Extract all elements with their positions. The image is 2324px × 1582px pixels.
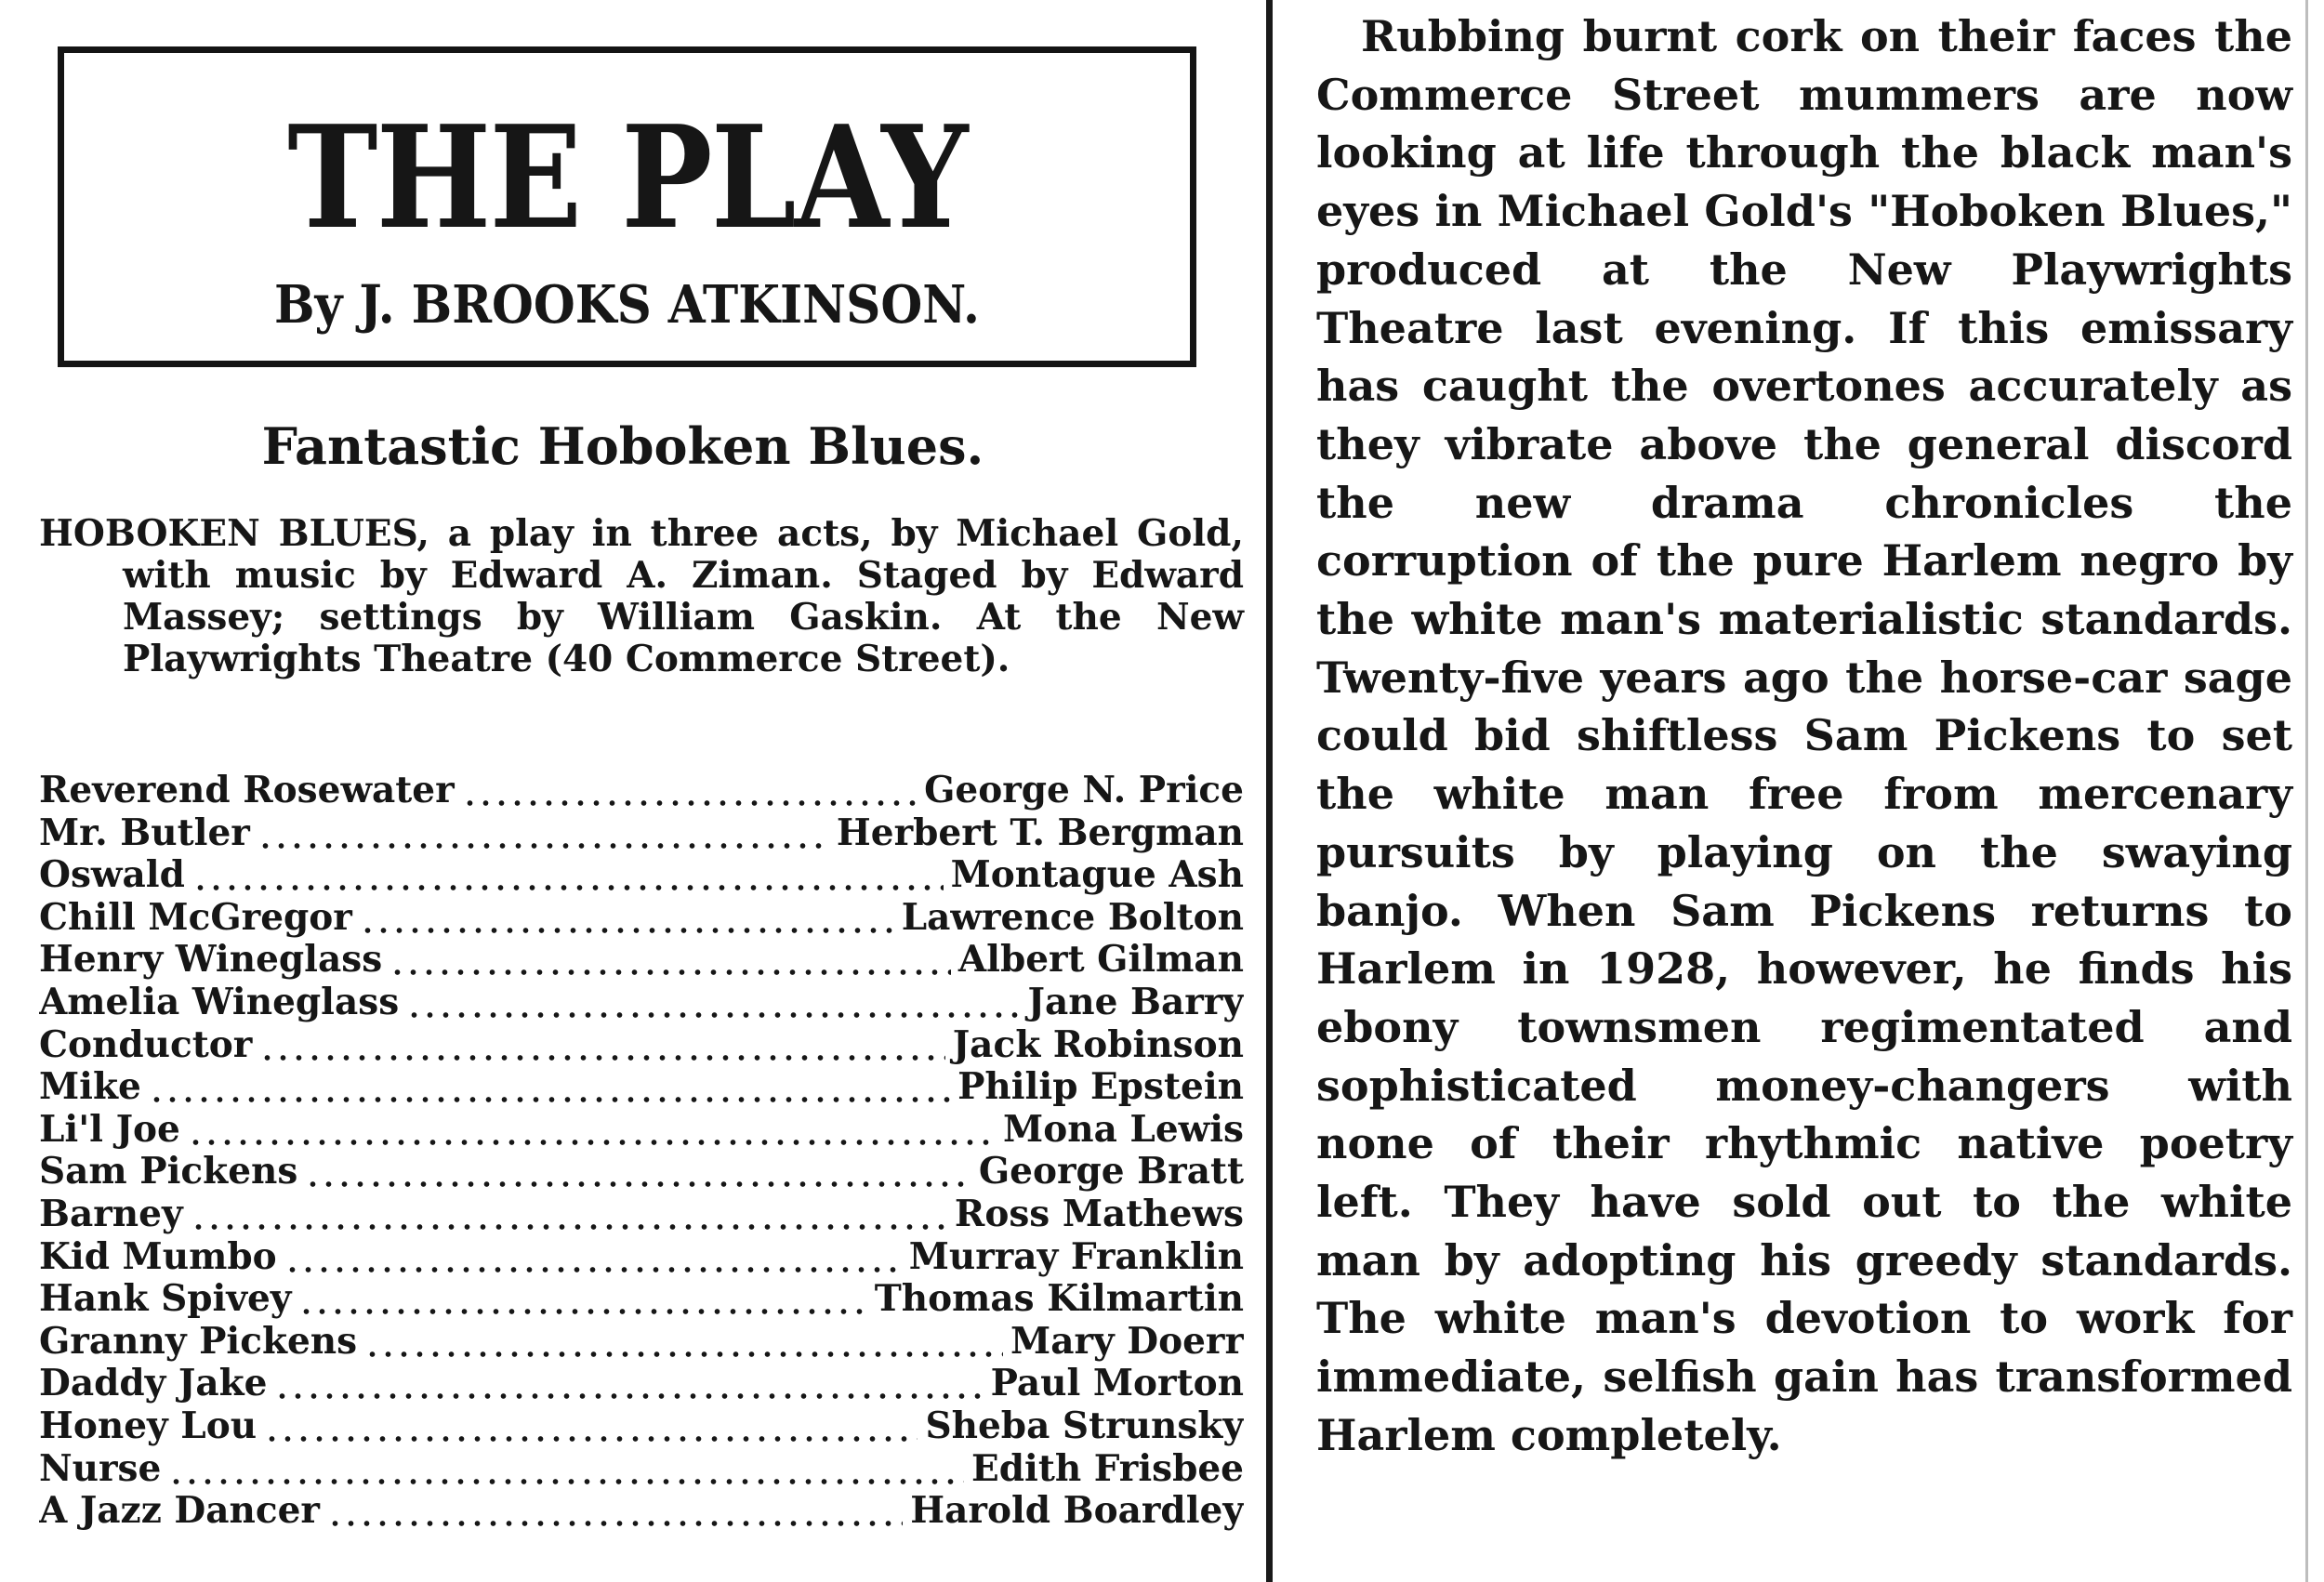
cast-row	[39, 982, 1244, 1024]
dot-leader	[257, 812, 829, 855]
dot-leader	[390, 939, 951, 982]
dot-leader	[284, 1236, 902, 1279]
review-headline: Fantastic Hoboken Blues.	[261, 416, 984, 476]
cast-row	[39, 1151, 1244, 1193]
cast-actor: Sheba Strunsky	[925, 1404, 1244, 1447]
cast-role: A Jazz Dancer	[39, 1490, 320, 1533]
dot-leader	[360, 897, 894, 940]
left-column	[37, 0, 1246, 1582]
cast-actor: Ross Mathews	[954, 1193, 1244, 1235]
cast-role: Oswald	[39, 854, 185, 897]
cast-row	[39, 1405, 1244, 1448]
dot-leader	[305, 1151, 971, 1193]
dot-leader	[364, 1321, 1003, 1364]
cast-actor: Murray Franklin	[908, 1235, 1244, 1278]
cast-role: Granny Pickens	[39, 1320, 358, 1363]
cast-actor: Mary Doerr	[1010, 1320, 1244, 1363]
cast-role: Mike	[39, 1066, 141, 1109]
cast-role: Sam Pickens	[39, 1151, 298, 1193]
dot-leader	[168, 1448, 964, 1491]
right-column	[1316, 0, 2292, 1582]
cast-row	[39, 1321, 1244, 1364]
cast-role: Kid Mumbo	[39, 1235, 277, 1278]
cast-actor: Thomas Kilmartin	[874, 1278, 1244, 1321]
cast-actor: George N. Price	[924, 770, 1244, 811]
cast-row	[39, 812, 1244, 855]
cast-row	[39, 1066, 1244, 1109]
cast-role: Reverend Rosewater	[39, 770, 455, 811]
cast-role: Chill McGregor	[39, 896, 352, 939]
cast-row	[39, 1490, 1244, 1533]
cast-row	[39, 770, 1244, 812]
review-body-paragraph	[1316, 7, 2292, 1465]
cast-actor: Edith Frisbee	[971, 1447, 1244, 1490]
column-rule	[1266, 0, 1273, 1582]
dot-leader	[149, 1066, 950, 1109]
cast-role: Honey Lou	[39, 1404, 257, 1447]
dot-leader	[327, 1490, 903, 1533]
cast-role: Barney	[39, 1193, 183, 1235]
page-edge-rule	[2305, 0, 2308, 1582]
cast-role: Mr. Butler	[39, 811, 250, 854]
review-body-text: Rubbing burnt cork on their faces the Commerce Street mummers are now looking at life through the black man's eyes in Michael Gold's "Hoboken Blues," produced at the New Playwrights Theatre last evening. If this emissary has caught the overtones accurately as they vibrate above the general discord the new drama chronicles the corruption of the pure Harlem negro by the white man's materialistic standards. Twenty-five years ago the horse-car sage could bid shiftless Sam Pickens to set the white man free from mercenary pursuits by playing on the swaying banjo. When Sam Pickens returns to Harlem in 1928, however, he finds his ebony townsmen regimentated and sophisticated money-changers with none of their rhythmic native poetry left. They have sold out to the white man by adopting his greedy standards. The white man's devotion to work for immediate, selfish gain has transformed Harlem completely.	[1316, 11, 2292, 1460]
cast-actor: Paul Morton	[990, 1363, 1244, 1405]
cast-actor: Herbert T. Bergman	[836, 811, 1244, 854]
cast-row	[39, 1236, 1244, 1279]
cast-row	[39, 1363, 1244, 1405]
cast-actor: Albert Gilman	[957, 939, 1244, 982]
column-masthead-box	[58, 46, 1196, 367]
cast-actor: Philip Epstein	[957, 1066, 1244, 1109]
production-credits: HOBOKEN BLUES, a play in three acts, by Michael Gold, with music by Edward A. Ziman. Staged by Edward Massey; settings by William Gaskin. At the New Playwrights Theatre (40 Commerce Street).	[39, 512, 1244, 680]
cast-actor: Mona Lewis	[1003, 1108, 1244, 1151]
dot-leader	[406, 982, 1020, 1024]
dot-leader	[192, 854, 944, 897]
cast-row	[39, 1109, 1244, 1152]
column-byline: By J. BROOKS ATKINSON.	[274, 274, 980, 336]
cast-actor: Jane Barry	[1027, 981, 1244, 1023]
cast-role: Nurse	[39, 1447, 162, 1490]
cast-row	[39, 897, 1244, 940]
cast-row	[39, 1448, 1244, 1491]
cast-row	[39, 939, 1244, 982]
dot-leader	[264, 1405, 918, 1448]
dot-leader	[188, 1109, 996, 1152]
cast-role: Henry Wineglass	[39, 939, 383, 982]
cast-role: Daddy Jake	[39, 1363, 268, 1405]
cast-role: Amelia Wineglass	[39, 981, 400, 1023]
cast-row	[39, 1278, 1244, 1321]
cast-row	[39, 1193, 1244, 1236]
dot-leader	[259, 1024, 944, 1067]
cast-row	[39, 854, 1244, 897]
cast-row	[39, 1024, 1244, 1067]
cast-actor: George Bratt	[978, 1151, 1244, 1193]
dot-leader	[191, 1193, 947, 1236]
dot-leader	[274, 1363, 983, 1405]
cast-actor: Lawrence Bolton	[901, 896, 1244, 939]
column-title: THE PLAY	[287, 94, 967, 260]
dot-leader	[298, 1278, 866, 1321]
cast-role: Conductor	[39, 1023, 253, 1066]
cast-list	[39, 770, 1244, 1533]
cast-role: Li'l Joe	[39, 1108, 180, 1151]
cast-actor: Montague Ash	[950, 854, 1244, 897]
cast-actor: Jack Robinson	[952, 1023, 1244, 1066]
dot-leader	[462, 770, 917, 812]
cast-actor: Harold Boardley	[910, 1490, 1244, 1533]
cast-role: Hank Spivey	[39, 1278, 292, 1321]
